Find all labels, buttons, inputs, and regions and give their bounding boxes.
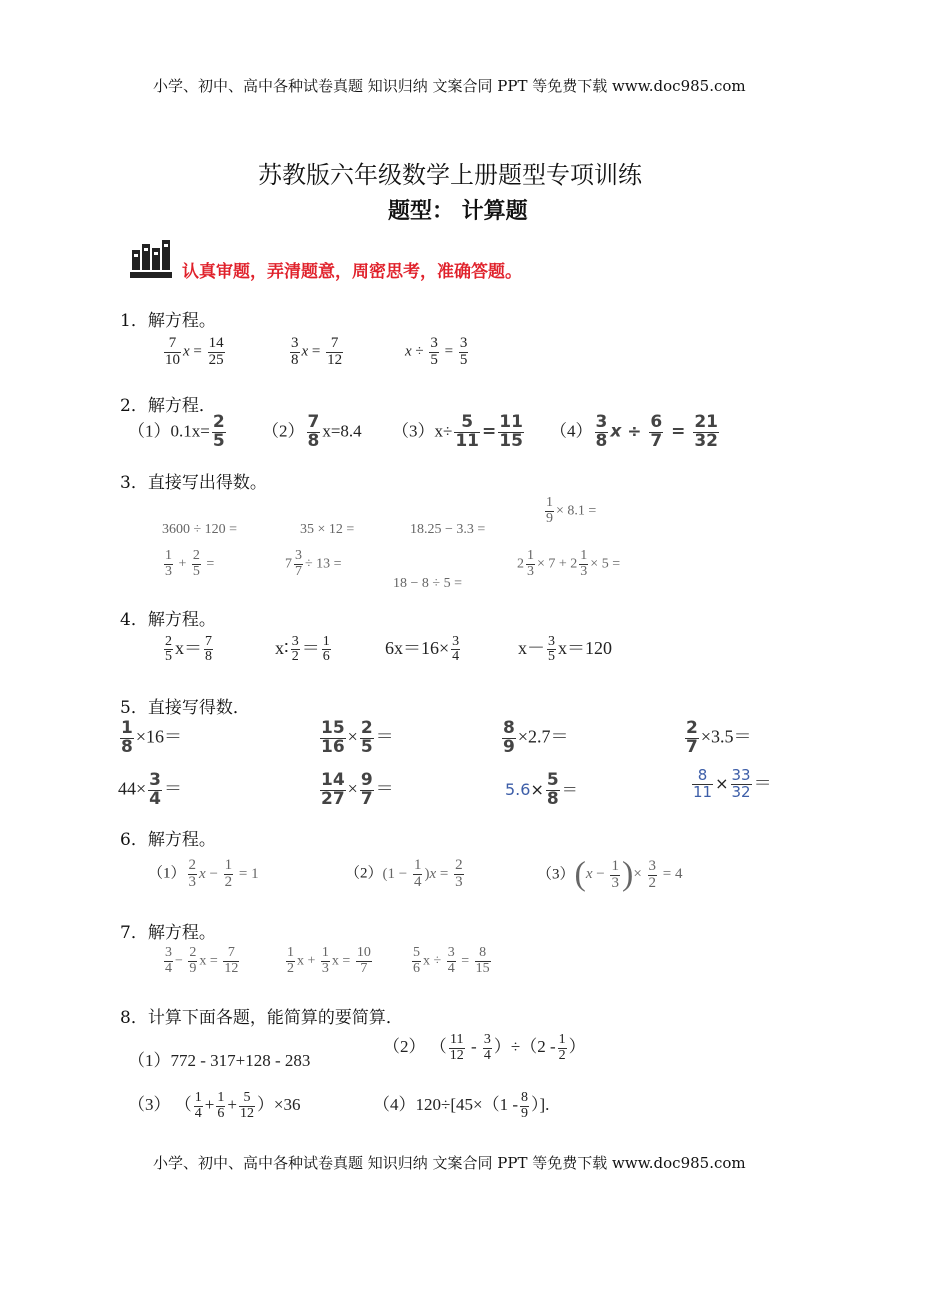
q2-p1: （1）0.1x= — [128, 421, 210, 441]
q4-b: x∶ $\frac{3}{2}$ ＝ $\frac{1}{6}$ — [275, 633, 330, 665]
q8-c1: （3） （ — [128, 1095, 192, 1114]
q4-b1: x∶ — [275, 638, 289, 658]
q2-eq-3: （3）x÷ $\frac{5}{11}$ = $\frac{11}{15}$ — [392, 412, 523, 451]
q3-c: 18.25 − 3.3 = — [410, 522, 486, 537]
q6-eq-1: （1） $\frac{2}{3}$ x − $\frac{1}{2}$ = 1 — [148, 857, 259, 890]
q6-p3: （3） — [537, 866, 575, 883]
q3-label: 3．直接写出得数。 — [120, 473, 267, 493]
q4-c: 6x＝16× $\frac{3}{4}$ — [385, 633, 460, 665]
q8-d1: （4）120÷[45×（1 - — [373, 1095, 518, 1114]
q2-p4: （4） — [550, 421, 593, 441]
q5-c: $\frac{8}{9}$ ×2.7＝ — [503, 718, 569, 757]
q3-a: 3600 ÷ 120 = — [162, 522, 238, 537]
q8-d: （4）120÷[45×（1 - $\frac{8}{9}$ ）]. — [373, 1089, 550, 1121]
q3-h: 2 $\frac{1}{3}$ × 7 + 2 $\frac{1}{3}$ × 5 = — [517, 548, 621, 579]
q5-e1: 44× — [118, 778, 147, 799]
q8-a: （1）772 - 317+128 - 283 — [128, 1051, 311, 1070]
q8-c2: ）×36 — [256, 1095, 301, 1114]
q4-b2: ＝ — [301, 638, 320, 658]
q3-h2: × 5 = — [590, 556, 621, 572]
q6-eq-2: （2）(1 − $\frac{1}{4}$ )x = $\frac{2}{3}$ — [345, 857, 463, 890]
q1-eq-a: $\frac{7}{10}$ x = $\frac{14}{25}$ — [165, 335, 224, 368]
q4-a-text: x＝ — [175, 638, 202, 658]
q7-eq-b: $\frac{1}{2}$ x + $\frac{1}{3}$ x = $\frac{10}{7}$ — [287, 945, 371, 976]
q2-p2: （2） — [262, 421, 305, 441]
q8-b3: ） — [568, 1037, 586, 1056]
q4-label: 4．解方程。 — [120, 610, 216, 630]
q1-eq-c: x ÷ $\frac{3}{5}$ = $\frac{3}{5}$ — [405, 335, 468, 368]
q6-p1: （1） — [148, 865, 186, 882]
q6-p2: （2） — [345, 865, 383, 882]
q3-f: 7 $\frac{3}{7}$ ÷ 13 = — [285, 548, 342, 579]
q8-b2: ）÷（2 - — [493, 1037, 556, 1056]
q5-g: 5.6× $\frac{5}{8}$ ＝ — [505, 770, 578, 809]
q2-label: 2．解方程． — [120, 396, 216, 416]
q1-eq-b: $\frac{3}{8}$ x = $\frac{7}{12}$ — [291, 335, 343, 368]
q5-d: $\frac{2}{7}$ ×3.5＝ — [686, 718, 752, 757]
q8-label: 8．计算下面各题，能简算的要简算． — [120, 1008, 403, 1028]
q8-b: （2） （ $\frac{11}{12}$ - $\frac{3}{4}$ ）÷（2 - $\frac{1}{2}$ ） — [383, 1031, 586, 1063]
q7-eq-a: $\frac{3}{4}$ − $\frac{2}{9}$ x = $\frac{7}{12}$ — [165, 945, 239, 976]
q5-b-eq: ＝ — [375, 726, 394, 747]
page-title: 苏教版六年级数学上册题型专项训练 — [258, 161, 642, 189]
q3-g: 18 − 8 ÷ 5 = — [393, 576, 462, 591]
q5-f: $\frac{14}{27}$ × $\frac{9}{7}$ ＝ — [321, 770, 394, 809]
q3-f-text: ÷ 13 = — [305, 556, 342, 572]
q8-d2: ）]. — [531, 1095, 550, 1114]
q2-eq-4: （4） $\frac{3}{8}$ x ÷ $\frac{6}{7}$ = $\frac{21}{32}$ — [550, 412, 719, 451]
page-footer: 小学、初中、高中各种试卷真题 知识归纳 文案合同 PPT 等免费下载 www.doc985.com — [153, 1154, 746, 1172]
q2-eq-1: （1）0.1x= $\frac{2}{5}$ — [128, 412, 225, 451]
q3-d-text: × 8.1 = — [556, 503, 597, 519]
q7-label: 7．解方程。 — [120, 923, 216, 943]
q5-g1: 5.6 — [505, 779, 531, 799]
q5-e: 44× $\frac{3}{4}$ ＝ — [118, 770, 182, 809]
q3-d: $\frac{1}{9}$ × 8.1 = — [546, 495, 597, 526]
q3-e: $\frac{1}{3}$ + $\frac{2}{5}$ = — [165, 548, 215, 579]
books-icon — [128, 238, 174, 280]
q6-label: 6．解方程。 — [120, 830, 216, 850]
q1-label: 1．解方程。 — [120, 311, 216, 331]
page-subtitle: 题型： 计算题 — [388, 199, 528, 224]
q5-h: $\frac{8}{11}$ × $\frac{33}{32}$ ＝ — [693, 766, 772, 801]
q5-c-text: ×2.7＝ — [517, 726, 569, 747]
q7-eq-c: $\frac{5}{6}$ x ÷ $\frac{3}{4}$ = $\frac{8}{15}$ — [413, 945, 490, 976]
q4-d2: x＝120 — [558, 638, 612, 658]
q4-d: x－ $\frac{3}{5}$ x＝120 — [518, 633, 612, 665]
q3-h1: × 7 + 2 — [537, 556, 578, 572]
q8-b1: （2） （ — [383, 1037, 447, 1056]
exam-tip: 认真审题，弄清题意，周密思考，准确答题。 — [182, 262, 522, 282]
page-header: 小学、初中、高中各种试卷真题 知识归纳 文案合同 PPT 等免费下载 www.doc985.com — [153, 77, 746, 95]
q6-eq-3: （3）(x − $\frac{1}{3}$ )× $\frac{3}{2}$ = 4 — [537, 856, 683, 893]
q2-p2b: x=8.4 — [322, 421, 362, 441]
q3-b: 35 × 12 = — [300, 522, 355, 537]
q5-a-text: ×16＝ — [135, 726, 182, 747]
q4-a: $\frac{2}{5}$ x＝ $\frac{7}{8}$ — [165, 633, 212, 665]
q5-b: $\frac{15}{16}$ × $\frac{2}{5}$ ＝ — [321, 718, 394, 757]
q5-d-text: ×3.5＝ — [700, 726, 752, 747]
q4-c1: 6x＝16× — [385, 638, 450, 658]
q2-eq-2: （2） $\frac{7}{8}$ x=8.4 — [262, 412, 362, 451]
q4-d1: x－ — [518, 638, 545, 658]
q5-a: $\frac{1}{8}$ ×16＝ — [121, 718, 182, 757]
q5-label: 5．直接写得数． — [120, 698, 250, 718]
q8-c: （3） （ $\frac{1}{4}$ + $\frac{1}{6}$ + $\frac{5}{12}$ ）×36 — [128, 1089, 301, 1121]
q2-p3: （3）x÷ — [392, 421, 453, 441]
